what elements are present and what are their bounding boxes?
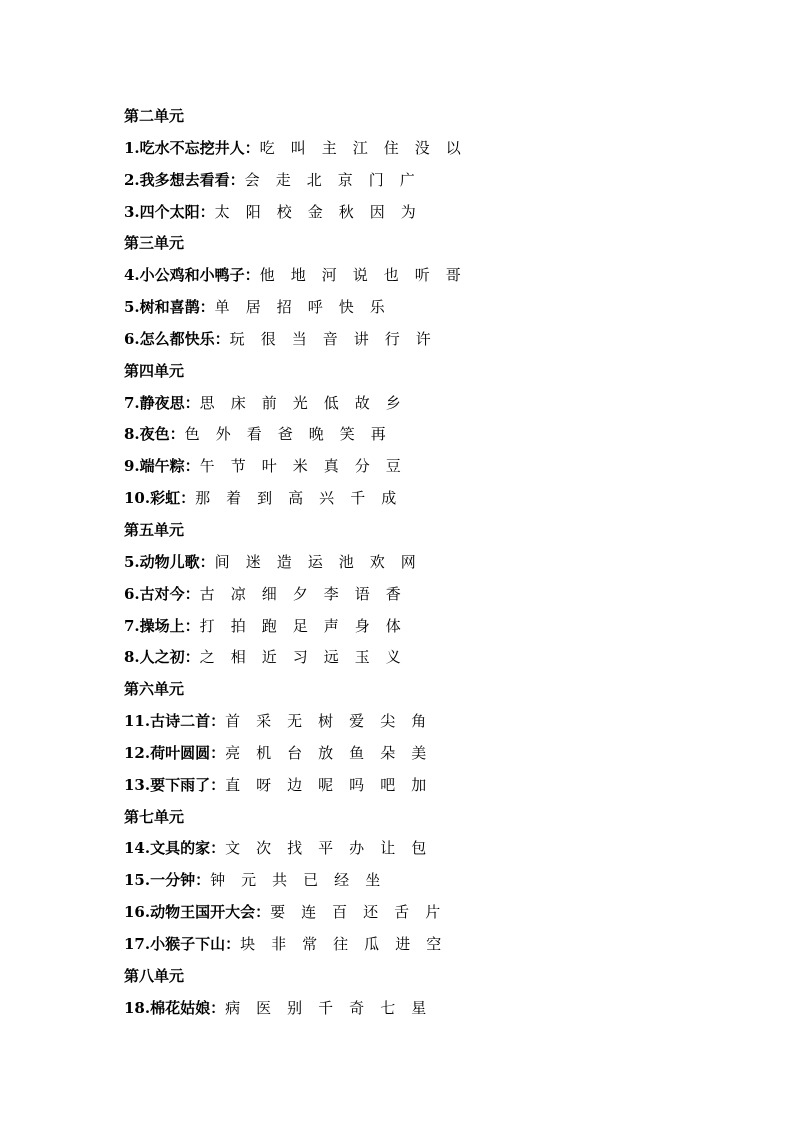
character-list [225, 744, 442, 762]
character: 义 [385, 648, 401, 667]
character: 乡 [385, 393, 401, 412]
character: 许 [415, 329, 431, 348]
character: 思 [199, 393, 215, 412]
character: 习 [292, 648, 308, 667]
character: 凉 [230, 584, 246, 603]
character: 包 [411, 839, 427, 858]
character: 行 [384, 329, 400, 348]
lesson-row [124, 260, 764, 292]
character: 外 [215, 425, 231, 444]
character-list [230, 330, 447, 348]
character: 次 [256, 839, 272, 858]
character: 池 [338, 552, 354, 571]
character: 连 [301, 903, 317, 922]
lesson-row [124, 579, 764, 611]
lesson-title: 1.吃水不忘挖井人： [124, 138, 260, 157]
character: 迷 [245, 552, 261, 571]
lesson-title: 17.小猴子下山： [124, 934, 241, 953]
character: 因 [369, 202, 385, 221]
character: 欢 [369, 552, 385, 571]
character: 也 [383, 266, 399, 285]
character: 很 [260, 329, 276, 348]
character: 为 [400, 202, 416, 221]
character: 奇 [349, 998, 365, 1017]
character: 古 [199, 584, 215, 603]
character: 呀 [256, 775, 272, 794]
character: 朵 [380, 743, 396, 762]
unit-heading: 第七单元 [124, 807, 185, 826]
character: 真 [323, 457, 339, 476]
character: 招 [276, 298, 292, 317]
unit-heading: 第五单元 [124, 520, 185, 539]
character: 七 [380, 998, 396, 1017]
lesson-title: 7.操场上： [124, 616, 200, 635]
character: 星 [411, 998, 427, 1017]
character: 香 [385, 584, 401, 603]
character: 鱼 [349, 743, 365, 762]
character-list [260, 266, 477, 284]
lesson-title: 13.要下雨了： [124, 775, 226, 794]
character: 高 [288, 489, 304, 508]
lesson-title: 8.人之初： [124, 648, 200, 667]
lesson-title: 5.树和喜鹊： [124, 298, 215, 317]
unit-heading: 第四单元 [124, 361, 185, 380]
character: 拍 [230, 616, 246, 635]
character: 叫 [290, 138, 306, 157]
character-list [210, 871, 396, 889]
character: 阳 [245, 202, 261, 221]
character: 百 [332, 903, 348, 922]
character: 京 [337, 170, 353, 189]
character-list [215, 203, 432, 221]
character: 细 [261, 584, 277, 603]
character: 跑 [261, 616, 277, 635]
character: 远 [323, 648, 339, 667]
character: 元 [241, 871, 257, 890]
character: 千 [350, 489, 366, 508]
lesson-title: 15.一分钟： [124, 871, 211, 890]
character: 他 [259, 266, 275, 285]
unit-heading: 第六单元 [124, 680, 185, 699]
character-list [245, 171, 431, 189]
character: 晚 [308, 425, 324, 444]
character: 相 [230, 648, 246, 667]
character: 成 [381, 489, 397, 508]
character: 单 [214, 298, 230, 317]
character: 居 [245, 298, 261, 317]
character: 以 [445, 138, 461, 157]
character: 呼 [307, 298, 323, 317]
character: 片 [425, 903, 441, 922]
character: 语 [354, 584, 370, 603]
character: 说 [352, 266, 368, 285]
character: 无 [287, 712, 303, 731]
character-list [200, 585, 417, 603]
character: 医 [256, 998, 272, 1017]
lesson-row [124, 451, 764, 483]
lesson-row [124, 993, 764, 1025]
character-list [260, 139, 477, 157]
character-list [200, 457, 417, 475]
character: 江 [352, 138, 368, 157]
lesson-title: 8.夜色： [124, 425, 185, 444]
character: 足 [292, 616, 308, 635]
character: 住 [383, 138, 399, 157]
character: 还 [363, 903, 379, 922]
lesson-title: 6.怎么都快乐： [124, 329, 230, 348]
character-list [225, 712, 442, 730]
character: 造 [276, 552, 292, 571]
character: 之 [199, 648, 215, 667]
character: 体 [385, 616, 401, 635]
character: 秋 [338, 202, 354, 221]
character: 叶 [261, 457, 277, 476]
character: 间 [214, 552, 230, 571]
character: 常 [302, 934, 318, 953]
character: 经 [334, 871, 350, 890]
character: 校 [276, 202, 292, 221]
character: 边 [287, 775, 303, 794]
character: 走 [275, 170, 291, 189]
lesson-title: 12.荷叶圆圆： [124, 743, 226, 762]
character: 快 [338, 298, 354, 317]
character: 爱 [349, 712, 365, 731]
character-list [270, 903, 456, 921]
character-list [240, 935, 457, 953]
character-list [225, 999, 442, 1017]
lesson-title: 3.四个太阳： [124, 202, 215, 221]
character: 当 [291, 329, 307, 348]
character-list [200, 617, 417, 635]
lesson-row [124, 324, 764, 356]
character: 运 [307, 552, 323, 571]
character: 主 [321, 138, 337, 157]
character: 声 [323, 616, 339, 635]
character: 床 [230, 393, 246, 412]
lesson-row [124, 611, 764, 643]
character: 李 [323, 584, 339, 603]
character: 加 [411, 775, 427, 794]
character-list [195, 489, 412, 507]
character: 玉 [354, 648, 370, 667]
character: 病 [225, 998, 241, 1017]
character: 角 [411, 712, 427, 731]
lesson-row [124, 929, 764, 961]
lesson-row [124, 388, 764, 420]
character: 放 [318, 743, 334, 762]
lesson-row [124, 897, 764, 929]
character: 看 [246, 425, 262, 444]
lesson-title: 4.小公鸡和小鸭子： [124, 266, 260, 285]
character: 近 [261, 648, 277, 667]
lesson-row [124, 483, 764, 515]
character: 采 [256, 712, 272, 731]
character: 夕 [292, 584, 308, 603]
character: 文 [225, 839, 241, 858]
character: 豆 [385, 457, 401, 476]
character: 到 [257, 489, 273, 508]
character: 乐 [369, 298, 385, 317]
character: 米 [292, 457, 308, 476]
character: 笑 [339, 425, 355, 444]
lesson-title: 14.文具的家： [124, 839, 226, 858]
character: 没 [414, 138, 430, 157]
lesson-list [124, 101, 764, 1024]
character-list [225, 839, 442, 857]
lesson-row [124, 706, 764, 738]
character: 身 [354, 616, 370, 635]
unit-heading: 第八单元 [124, 966, 185, 985]
character: 北 [306, 170, 322, 189]
character: 前 [261, 393, 277, 412]
character: 亮 [225, 743, 241, 762]
character: 非 [271, 934, 287, 953]
unit-heading: 第三单元 [124, 234, 185, 253]
character: 吧 [380, 775, 396, 794]
character: 吗 [349, 775, 365, 794]
character: 瓜 [364, 934, 380, 953]
lesson-row [124, 197, 764, 229]
character: 分 [354, 457, 370, 476]
character: 别 [287, 998, 303, 1017]
character: 光 [292, 393, 308, 412]
character: 空 [426, 934, 442, 953]
lesson-row [124, 165, 764, 197]
character: 千 [318, 998, 334, 1017]
lesson-row [124, 738, 764, 770]
lesson-title: 7.静夜思： [124, 393, 200, 412]
character-list [215, 553, 432, 571]
character-list [200, 394, 417, 412]
lesson-title: 16.动物王国开大会： [124, 903, 271, 922]
unit-heading: 第二单元 [124, 107, 185, 125]
lesson-title: 11.古诗二首： [124, 712, 226, 731]
character: 故 [354, 393, 370, 412]
character: 讲 [353, 329, 369, 348]
character: 低 [323, 393, 339, 412]
lesson-row [124, 292, 764, 324]
character: 要 [270, 903, 286, 922]
character: 机 [256, 743, 272, 762]
lesson-row [124, 133, 764, 165]
character: 美 [411, 743, 427, 762]
lesson-row [124, 865, 764, 897]
character-list [215, 298, 401, 316]
character: 打 [199, 616, 215, 635]
character: 玩 [229, 329, 245, 348]
character: 金 [307, 202, 323, 221]
character: 兴 [319, 489, 335, 508]
character: 太 [214, 202, 230, 221]
character: 平 [318, 839, 334, 858]
character-list [225, 776, 442, 794]
lesson-row [124, 419, 764, 451]
character: 色 [184, 425, 200, 444]
character: 台 [287, 743, 303, 762]
character: 呢 [318, 775, 334, 794]
character: 爸 [277, 425, 293, 444]
character: 让 [380, 839, 396, 858]
lesson-title: 6.古对今： [124, 584, 200, 603]
character: 块 [240, 934, 256, 953]
character: 节 [230, 457, 246, 476]
character: 已 [303, 871, 319, 890]
character: 吃 [259, 138, 275, 157]
lesson-title: 10.彩虹： [124, 489, 196, 508]
lesson-title: 18.棉花姑娘： [124, 998, 226, 1017]
lesson-row [124, 833, 764, 865]
lesson-row [124, 547, 764, 579]
character: 进 [395, 934, 411, 953]
character: 音 [322, 329, 338, 348]
character: 尖 [380, 712, 396, 731]
lesson-title: 2.我多想去看看： [124, 170, 245, 189]
character: 门 [368, 170, 384, 189]
character: 广 [399, 170, 415, 189]
character: 直 [225, 775, 241, 794]
character-list [185, 425, 402, 443]
character: 地 [290, 266, 306, 285]
character: 坐 [365, 871, 381, 890]
character: 午 [199, 457, 215, 476]
character: 往 [333, 934, 349, 953]
lesson-title: 5.动物儿歌： [124, 552, 215, 571]
character: 首 [225, 712, 241, 731]
character: 办 [349, 839, 365, 858]
character: 树 [318, 712, 334, 731]
character: 钟 [210, 871, 226, 890]
lesson-title: 9.端午粽： [124, 457, 200, 476]
character: 着 [226, 489, 242, 508]
character: 哥 [445, 266, 461, 285]
character: 再 [370, 425, 386, 444]
character: 那 [195, 489, 211, 508]
character: 舌 [394, 903, 410, 922]
character: 共 [272, 871, 288, 890]
character: 找 [287, 839, 303, 858]
character: 网 [400, 552, 416, 571]
lesson-row [124, 770, 764, 802]
lesson-row [124, 642, 764, 674]
character: 会 [244, 170, 260, 189]
character: 河 [321, 266, 337, 285]
character: 听 [414, 266, 430, 285]
character-list [200, 648, 417, 666]
